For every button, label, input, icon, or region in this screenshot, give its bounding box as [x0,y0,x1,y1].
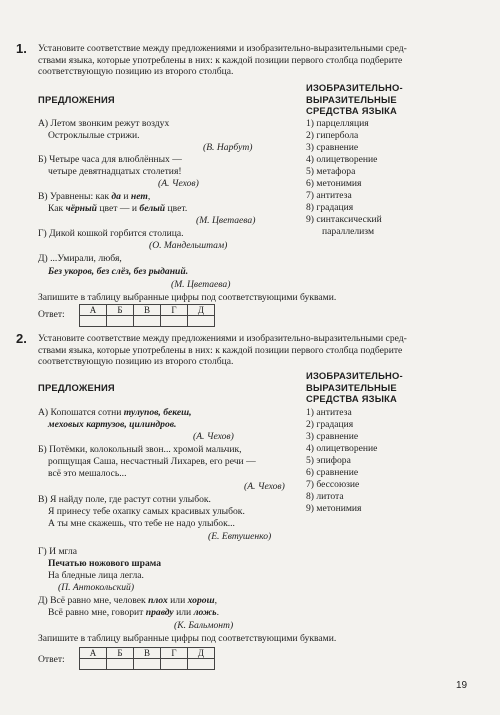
task2-col2-heading [306,370,403,405]
means-item: 9) метонимия [306,503,362,514]
text-run: . [216,607,219,618]
answer-letter: В [134,648,161,659]
text-run: , [214,595,217,606]
answer-cell[interactable] [107,659,134,670]
sentence-source: (А. Чехов) [244,481,285,492]
heading-line: ИЗОБРАЗИТЕЛЬНО- [306,82,403,93]
means-item: 8) градация [306,202,354,213]
answer-cell[interactable] [188,659,215,670]
answer-input-row [80,659,215,670]
heading-line: ВЫРАЗИТЕЛЬНЫЕ [306,93,397,105]
answer-cell[interactable] [188,316,215,327]
text-run: цвет. [165,203,188,214]
text-run: и [120,191,131,202]
text-run: А) Копошатся сотни [38,407,124,418]
answer-cell[interactable] [161,659,188,670]
means-item: 7) бессоюзие [306,479,360,490]
answer-cell[interactable] [161,316,188,327]
means-item: 9) синтаксический [306,214,382,225]
sentence-line: Б) Потёмки, колокольный звон... хромой мальчик, [38,444,242,455]
answer-letters-row [80,648,215,659]
answer-letter: Б [107,305,134,316]
text-run: или [167,595,188,606]
sentence-line: Без укоров, без слёз, без рыданий. [48,266,189,277]
sentence-line: Б) Четыре часа для влюблённых — [38,154,182,165]
answer-letter: Б [107,648,134,659]
task2-answer-label: Ответ: [38,654,65,665]
task1-answer-table [79,304,215,327]
sentence-line: четыре девятнадцатых столетия! [48,166,182,177]
task1-number: 1. [16,41,27,56]
sentence-line: Печатью ножового шрама [48,558,162,569]
sentence-source: (М. Цветаева) [196,215,256,226]
task1-instruction-line: ствами языка, которые употреблены в них: к каждой позиции первого столбца подберите [38,54,403,66]
page-number: 19 [456,680,468,691]
task2-instruction-line: соответствующую позицию из второго столбца. [38,356,234,368]
text-run: цвет — и [97,203,140,214]
means-item: 8) литота [306,491,344,502]
sentence-line [38,191,150,203]
sentence-source: (В. Нарбут) [203,142,253,153]
emphasis-word: ложь [193,607,217,618]
task1-instruction-line: Установите соответствие между предложениями и изобразительно-выразительными сред- [38,43,407,54]
means-item: 1) антитеза [306,407,352,418]
answer-cell[interactable] [134,659,161,670]
emphasis-word: нет [130,191,148,202]
task1-col2-heading [306,82,403,117]
task2-table-instruction: Запишите в таблицу выбранные цифры под соответствующими буквами. [38,633,337,644]
answer-letter: Г [161,305,188,316]
sentence-line [48,203,187,215]
sentence-line: В) Я найду поле, где растут сотни улыбок. [38,494,211,505]
means-item: 3) сравнение [306,431,359,442]
sentence-source: (А. Чехов) [158,178,199,189]
task1-col1-heading: ПРЕДЛОЖЕНИЯ [38,94,115,105]
means-item: 1) парцелляция [306,118,369,129]
task1-answer-label: Ответ: [38,309,65,320]
means-item: параллелизм [322,226,375,237]
sentence-line: Д) ...Умирали, любя, [38,253,122,264]
emphasis-word: белый [139,203,166,214]
sentence-line: Г) И мгла [38,546,78,557]
sentence-source: (П. Антокольский) [58,582,135,593]
sentence-line: А ты мне скажешь, что тебе не надо улыбок... [48,518,235,529]
means-item: 3) сравнение [306,142,359,153]
task1-instruction-line: соответствующую позицию из второго столбца. [38,66,234,78]
answer-letter: В [134,305,161,316]
answer-letter: Д [188,305,215,316]
sentence-line [48,607,219,619]
answer-cell[interactable] [80,316,107,327]
text-run: или [173,607,194,618]
text-run: Д) Всё равно мне, человек [38,595,149,606]
emphasis-word: хорош [187,595,215,606]
sentence-line [38,407,192,419]
text-run: В) Уравнены: как [38,191,112,202]
means-item: 4) олицетворение [306,154,378,165]
task2-answer-table [79,647,215,670]
heading-line: ИЗОБРАЗИТЕЛЬНО- [306,370,403,381]
text-run: Как [48,203,66,214]
sentence-source: (К. Бальмонт) [174,620,234,631]
answer-input-row [80,316,215,327]
task1-instruction [38,43,468,78]
sentence-source: (А. Чехов) [193,431,234,442]
sentence-line: Я принесу тебе охапку самых красивых улыбок. [48,506,245,517]
emphasis-word: чёрный [65,203,98,214]
sentence-line: Г) Дикой кошкой горбится столица. [38,228,184,239]
answer-cell[interactable] [134,316,161,327]
answer-letter: Г [161,648,188,659]
answer-cell[interactable] [107,316,134,327]
heading-line: СРЕДСТВА ЯЗЫКА [306,393,397,404]
task2-instruction-line: ствами языка, которые употреблены в них: к каждой позиции первого столбца подберите [38,344,403,356]
emphasis-word: тулупов, бекеш, [123,407,192,418]
heading-line: СРЕДСТВА ЯЗЫКА [306,105,397,116]
sentence-source: (О. Мандельштам) [149,240,228,251]
means-item: 2) гипербола [306,130,359,141]
text-run: , [147,191,151,202]
sentence-source: (М. Цветаева) [171,279,231,290]
task2-instruction-line: Установите соответствие между предложениями и изобразительно-выразительными сред- [38,333,407,344]
means-item: 5) метафора [306,166,356,177]
heading-line: ВЫРАЗИТЕЛЬНЫЕ [306,381,397,393]
answer-cell[interactable] [80,659,107,670]
answer-letter: Д [188,648,215,659]
answer-letter: А [80,648,107,659]
sentence-line [38,595,217,607]
means-item: 7) антитеза [306,190,352,201]
means-item: 2) градация [306,419,354,430]
sentence-line: Остроклылые стрижи. [48,130,140,141]
means-item: 4) олицетворение [306,443,378,454]
means-item: 5) эпифора [306,455,351,466]
emphasis-word: да [111,191,121,202]
sentence-line: меховых картузов, цилиндров. [48,419,177,430]
task2-col1-heading: ПРЕДЛОЖЕНИЯ [38,382,115,393]
sentence-source: (Е. Евтушенко) [208,531,272,542]
sentence-line: На бледные лица легла. [48,570,144,581]
task1-table-instruction: Запишите в таблицу выбранные цифры под соответствующими буквами. [38,292,337,303]
sentence-line: ропщущая Саша, несчастный Лихарев, его речи — [48,456,256,467]
means-item: 6) сравнение [306,467,359,478]
text-run: Всё равно мне, говорит [48,607,146,618]
task2-number: 2. [16,331,27,346]
emphasis-word: правду [145,607,174,618]
sentence-line: всё это мешалось... [48,468,127,479]
answer-letters-row [80,305,215,316]
task2-instruction [38,333,468,368]
emphasis-word: плох [148,595,168,606]
sentence-line: А) Летом звонким режут воздух [38,118,170,129]
answer-letter: А [80,305,107,316]
means-item: 6) метонимия [306,178,362,189]
